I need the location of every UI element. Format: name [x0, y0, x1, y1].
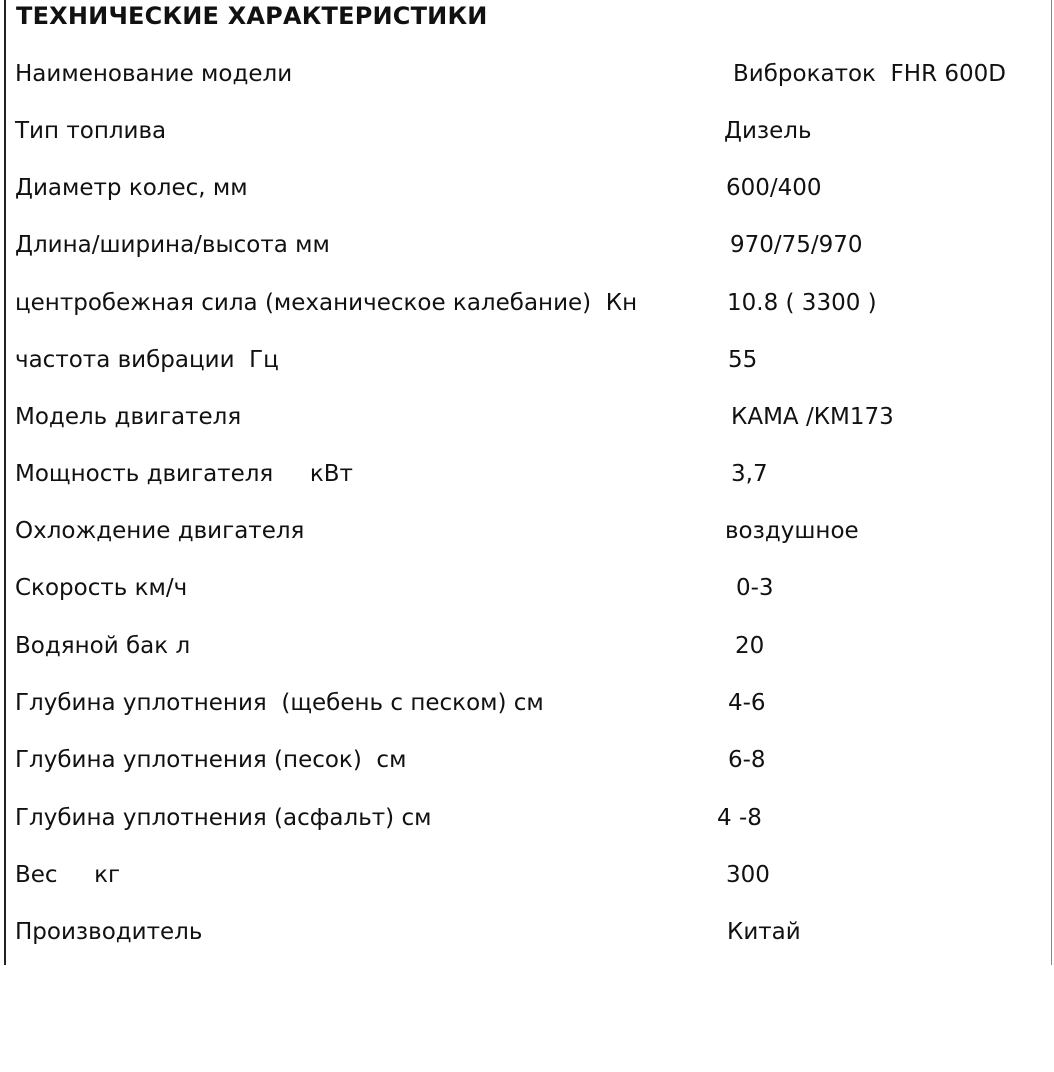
spec-value: 10.8 ( 3300 ) [727, 290, 877, 316]
spec-row-engine-power [0, 454, 1054, 494]
spec-value: 4 -8 [717, 805, 762, 831]
spec-row-speed [0, 568, 1054, 608]
spec-value: КАМА /КМ173 [731, 404, 894, 430]
spec-row-weight [0, 855, 1054, 895]
spec-label: Тип топлива [15, 118, 167, 144]
spec-value: Китай [727, 919, 801, 945]
spec-row-centrifugal-force [0, 283, 1054, 323]
spec-value: 55 [728, 347, 758, 373]
spec-row-engine-model [0, 397, 1054, 437]
spec-value: 4-6 [728, 690, 766, 716]
spec-label: Водяной бак л [15, 633, 191, 659]
spec-row-water-tank [0, 626, 1054, 666]
spec-label: Диаметр колес, мм [15, 175, 248, 201]
spec-value: 600/400 [726, 175, 822, 201]
spec-value: Дизель [724, 118, 812, 144]
spec-row-wheel-diameter [0, 168, 1054, 208]
spec-label: Модель двигателя [15, 404, 242, 430]
spec-label: Глубина уплотнения (песок) см [15, 747, 407, 773]
spec-value: 3,7 [731, 461, 768, 487]
spec-row-dimensions [0, 225, 1054, 265]
spec-row-vibration-frequency [0, 340, 1054, 380]
spec-row-manufacturer [0, 912, 1054, 952]
spec-row-model [0, 54, 1054, 94]
spec-label: центробежная сила (механическое калебание) Кн [15, 290, 638, 316]
page-title: ТЕХНИЧЕСКИЕ ХАРАКТЕРИСТИКИ [16, 2, 488, 30]
spec-label: Глубина уплотнения (асфальт) см [15, 805, 432, 831]
spec-value: 300 [726, 862, 770, 888]
spec-row-depth-asphalt [0, 798, 1054, 838]
spec-label: Наименование модели [15, 61, 293, 87]
spec-label: Глубина уплотнения (щебень с песком) см [15, 690, 544, 716]
spec-label: Охлождение двигателя [15, 518, 305, 544]
spec-value: Виброкаток FHR 600D [733, 61, 1006, 87]
spec-label: частота вибрации Гц [15, 347, 279, 373]
spec-row-fuel [0, 111, 1054, 151]
spec-label: Скорость км/ч [15, 575, 188, 601]
spec-label: Производитель [15, 919, 203, 945]
spec-value: 0-3 [736, 575, 774, 601]
spec-row-depth-sand [0, 740, 1054, 780]
spec-label: Мощность двигателя кВт [15, 461, 353, 487]
spec-row-depth-gravel [0, 683, 1054, 723]
spec-label: Вес кг [15, 862, 121, 888]
spec-value: 970/75/970 [730, 232, 863, 258]
spec-label: Длина/ширина/высота мм [15, 232, 330, 258]
spec-row-engine-cooling [0, 511, 1054, 551]
spec-value: 6-8 [728, 747, 766, 773]
spec-value: 20 [735, 633, 765, 659]
spec-value: воздушное [725, 518, 859, 544]
